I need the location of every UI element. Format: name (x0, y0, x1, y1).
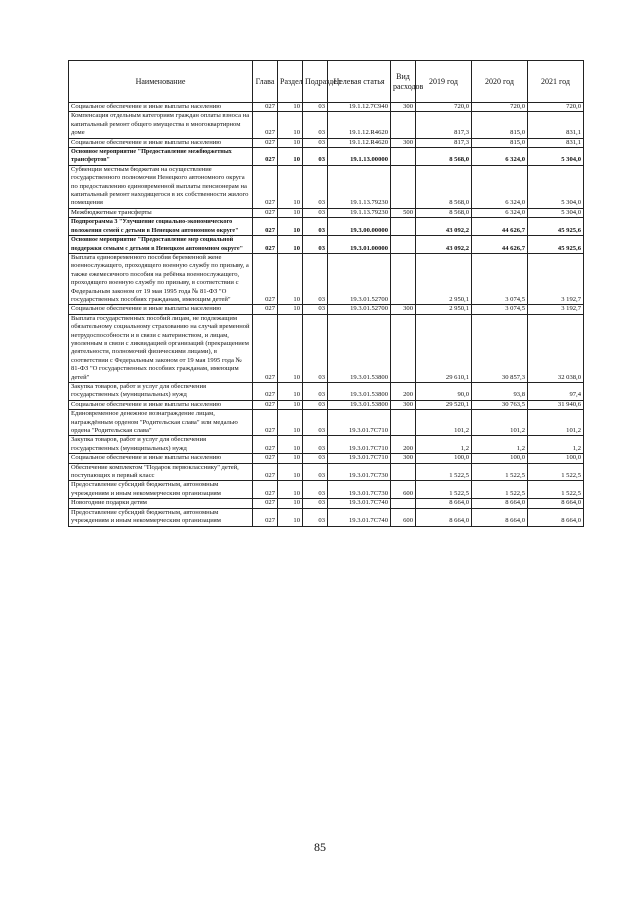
cell-name: Закупка товаров, работ и услуг для обеспечения государственных (муниципальных) нужд (69, 383, 253, 401)
cell-razdel: 10 (278, 454, 303, 463)
cell-y2020: 1,2 (472, 436, 528, 454)
cell-razdel: 10 (278, 400, 303, 409)
cell-y2021: 5 304,0 (528, 165, 584, 208)
cell-vid: 500 (391, 208, 416, 217)
cell-article: 19.3.01.7С740 (328, 508, 391, 526)
cell-podrazdel: 03 (303, 148, 328, 166)
cell-glava: 027 (253, 103, 278, 112)
cell-razdel: 10 (278, 314, 303, 382)
cell-y2020: 101,2 (472, 410, 528, 436)
cell-name: Социальное обеспечение и иные выплаты населению (69, 305, 253, 314)
cell-y2020: 44 626,7 (472, 218, 528, 236)
cell-glava: 027 (253, 208, 278, 217)
table-row (69, 454, 584, 463)
cell-y2020: 3 074,5 (472, 253, 528, 304)
cell-name: Компенсация отдельным категориям граждан оплаты взноса на капитальный ремонт общего имущества в многоквартирном доме (69, 112, 253, 138)
budget-table (68, 60, 584, 527)
cell-name: Подпрограмма 3 "Улучшение социально-экономического положения семей с детьми в Ненецком автономном округе" (69, 218, 253, 236)
cell-glava: 027 (253, 253, 278, 304)
table-row (69, 436, 584, 454)
cell-razdel: 10 (278, 305, 303, 314)
cell-podrazdel: 03 (303, 454, 328, 463)
cell-y2020: 30 763,5 (472, 400, 528, 409)
cell-name: Социальное обеспечение и иные выплаты населению (69, 103, 253, 112)
cell-glava: 027 (253, 236, 278, 254)
header-article: Целевая статья (328, 61, 391, 103)
cell-glava: 027 (253, 454, 278, 463)
cell-name: Новогодние подарки детям (69, 499, 253, 508)
cell-vid (391, 165, 416, 208)
header-name: Наименование (69, 61, 253, 103)
page-number: 85 (314, 840, 326, 854)
cell-y2021: 32 038,0 (528, 314, 584, 382)
cell-vid (391, 236, 416, 254)
table-row (69, 253, 584, 304)
cell-glava: 027 (253, 508, 278, 526)
cell-y2021: 5 304,0 (528, 148, 584, 166)
cell-podrazdel: 03 (303, 236, 328, 254)
header-razdel: Раздел (278, 61, 303, 103)
cell-podrazdel: 03 (303, 218, 328, 236)
cell-glava: 027 (253, 314, 278, 382)
cell-glava: 027 (253, 481, 278, 499)
cell-y2020: 8 664,0 (472, 499, 528, 508)
cell-article: 19.1.12.R4620 (328, 138, 391, 147)
cell-podrazdel: 03 (303, 305, 328, 314)
cell-y2021: 8 664,0 (528, 508, 584, 526)
cell-article: 19.3.01.7С710 (328, 410, 391, 436)
header-glava: Глава (253, 61, 278, 103)
cell-y2021: 1,2 (528, 436, 584, 454)
cell-y2020: 3 074,5 (472, 305, 528, 314)
cell-name: Выплата единовременного пособия беременной жене военнослужащего, проходящего военную службу по призыву, а также ежемесячного пособия на ребёнка военнослужащего, проходящего военную службу по призыву, в соответствии с Федеральным законом от 19 мая 1995 года № 81-ФЗ "О государственных пособиях гражданам, имеющим детей" (69, 253, 253, 304)
cell-y2020: 8 664,0 (472, 508, 528, 526)
cell-y2021: 720,0 (528, 103, 584, 112)
cell-article: 19.3.01.7С710 (328, 454, 391, 463)
cell-vid: 200 (391, 383, 416, 401)
table-row (69, 314, 584, 382)
cell-article: 19.3.01.7С710 (328, 436, 391, 454)
cell-article: 19.3.01.52700 (328, 305, 391, 314)
header-2019: 2019 год (416, 61, 472, 103)
cell-vid: 300 (391, 103, 416, 112)
table-row (69, 165, 584, 208)
cell-y2020: 6 324,0 (472, 148, 528, 166)
header-2021: 2021 год (528, 61, 584, 103)
cell-y2021: 45 925,6 (528, 218, 584, 236)
table-row (69, 463, 584, 481)
cell-y2019: 2 950,1 (416, 253, 472, 304)
cell-y2021: 45 925,6 (528, 236, 584, 254)
cell-podrazdel: 03 (303, 400, 328, 409)
table-row (69, 148, 584, 166)
cell-razdel: 10 (278, 481, 303, 499)
cell-article: 19.3.01.00000 (328, 236, 391, 254)
cell-razdel: 10 (278, 165, 303, 208)
table-row (69, 481, 584, 499)
cell-podrazdel: 03 (303, 436, 328, 454)
table-row (69, 410, 584, 436)
cell-razdel: 10 (278, 208, 303, 217)
cell-y2019: 29 520,1 (416, 400, 472, 409)
cell-vid (391, 253, 416, 304)
cell-article: 19.1.13.00000 (328, 148, 391, 166)
cell-y2020: 30 857,3 (472, 314, 528, 382)
table-body (69, 103, 584, 527)
cell-glava: 027 (253, 463, 278, 481)
cell-y2020: 100,0 (472, 454, 528, 463)
cell-y2020: 815,0 (472, 138, 528, 147)
cell-y2020: 44 626,7 (472, 236, 528, 254)
cell-glava: 027 (253, 400, 278, 409)
cell-podrazdel: 03 (303, 383, 328, 401)
table-row (69, 400, 584, 409)
cell-y2019: 817,3 (416, 138, 472, 147)
cell-name: Предоставление субсидий бюджетным, автономным учреждениям и иным некоммерческим организациям (69, 481, 253, 499)
cell-y2019: 101,2 (416, 410, 472, 436)
cell-podrazdel: 03 (303, 208, 328, 217)
table-row (69, 305, 584, 314)
cell-razdel: 10 (278, 236, 303, 254)
cell-podrazdel: 03 (303, 103, 328, 112)
cell-y2021: 5 304,0 (528, 208, 584, 217)
cell-y2021: 831,1 (528, 138, 584, 147)
cell-y2019: 817,3 (416, 112, 472, 138)
cell-name: Социальное обеспечение и иные выплаты населению (69, 138, 253, 147)
cell-razdel: 10 (278, 103, 303, 112)
cell-vid (391, 410, 416, 436)
table-row (69, 236, 584, 254)
table-row (69, 508, 584, 526)
cell-podrazdel: 03 (303, 165, 328, 208)
cell-vid: 600 (391, 481, 416, 499)
cell-vid: 600 (391, 508, 416, 526)
cell-y2019: 43 092,2 (416, 236, 472, 254)
cell-vid (391, 148, 416, 166)
cell-razdel: 10 (278, 436, 303, 454)
table-row (69, 103, 584, 112)
table-row (69, 208, 584, 217)
table-row (69, 383, 584, 401)
cell-glava: 027 (253, 165, 278, 208)
cell-name: Субвенции местным бюджетам на осуществление государственного полномочия Ненецкого автономного округа по предоставлению единовременной выплаты пенсионерам на капитальный ремонт находящегося в их собственности жилого помещения (69, 165, 253, 208)
cell-y2020: 815,0 (472, 112, 528, 138)
cell-podrazdel: 03 (303, 463, 328, 481)
header-podrazdel: Подраздел (303, 61, 328, 103)
cell-razdel: 10 (278, 112, 303, 138)
cell-vid: 300 (391, 138, 416, 147)
cell-glava: 027 (253, 383, 278, 401)
cell-article: 19.3.01.7С730 (328, 463, 391, 481)
cell-name: Предоставление субсидий бюджетным, автономным учреждениям и иным некоммерческим организациям (69, 508, 253, 526)
cell-glava: 027 (253, 138, 278, 147)
cell-razdel: 10 (278, 383, 303, 401)
cell-y2021: 100,0 (528, 454, 584, 463)
cell-y2019: 90,0 (416, 383, 472, 401)
cell-y2020: 6 324,0 (472, 208, 528, 217)
cell-article: 19.3.01.52700 (328, 253, 391, 304)
cell-y2020: 720,0 (472, 103, 528, 112)
table-header-row (69, 61, 584, 103)
cell-y2021: 8 664,0 (528, 499, 584, 508)
cell-vid: 300 (391, 400, 416, 409)
cell-y2021: 3 192,7 (528, 253, 584, 304)
cell-article: 19.3.00.00000 (328, 218, 391, 236)
header-vid: Вид расходов (391, 61, 416, 103)
cell-glava: 027 (253, 148, 278, 166)
cell-glava: 027 (253, 499, 278, 508)
table-row (69, 218, 584, 236)
cell-name: Основное мероприятие "Предоставление мер социальной поддержки семьям с детьми в Ненецком автономном округе" (69, 236, 253, 254)
cell-y2019: 1,2 (416, 436, 472, 454)
cell-glava: 027 (253, 410, 278, 436)
cell-name: Закупка товаров, работ и услуг для обеспечения государственных (муниципальных) нужд (69, 436, 253, 454)
cell-podrazdel: 03 (303, 138, 328, 147)
cell-name: Межбюджетные трансферты (69, 208, 253, 217)
cell-razdel: 10 (278, 463, 303, 481)
cell-podrazdel: 03 (303, 410, 328, 436)
cell-vid (391, 499, 416, 508)
table-row (69, 138, 584, 147)
cell-name: Выплата государственных пособий лицам, не подлежащим обязательному социальному страхованию на случай временной нетрудоспособности и в связи с материнством, и лицам, уволенным в связи с ликвидацией организаций (прекращением деятельности, полномочий физическими лицами), в соответствии с Федеральным законом от 19 мая 1995 года № 81-ФЗ "О государственных пособиях гражданам, имеющим детей" (69, 314, 253, 382)
cell-y2019: 1 522,5 (416, 463, 472, 481)
cell-glava: 027 (253, 305, 278, 314)
cell-y2019: 8 568,0 (416, 165, 472, 208)
cell-y2020: 6 324,0 (472, 165, 528, 208)
cell-razdel: 10 (278, 218, 303, 236)
cell-y2019: 720,0 (416, 103, 472, 112)
cell-article: 19.3.01.7С740 (328, 499, 391, 508)
cell-podrazdel: 03 (303, 508, 328, 526)
cell-vid: 300 (391, 305, 416, 314)
cell-article: 19.1.13.79230 (328, 165, 391, 208)
cell-y2021: 31 940,6 (528, 400, 584, 409)
cell-name: Социальное обеспечение и иные выплаты населению (69, 400, 253, 409)
cell-y2020: 93,8 (472, 383, 528, 401)
cell-article: 19.1.12.7С940 (328, 103, 391, 112)
cell-y2019: 8 568,0 (416, 148, 472, 166)
cell-podrazdel: 03 (303, 481, 328, 499)
cell-y2021: 1 522,5 (528, 463, 584, 481)
cell-podrazdel: 03 (303, 112, 328, 138)
cell-y2019: 2 950,1 (416, 305, 472, 314)
cell-vid (391, 218, 416, 236)
cell-vid: 300 (391, 454, 416, 463)
cell-glava: 027 (253, 218, 278, 236)
cell-y2021: 831,1 (528, 112, 584, 138)
header-2020: 2020 год (472, 61, 528, 103)
cell-name: Обеспечение комплектом "Подарок первокласснику" детей, поступающих в первый класс (69, 463, 253, 481)
cell-razdel: 10 (278, 253, 303, 304)
cell-y2019: 29 610,1 (416, 314, 472, 382)
cell-article: 19.3.01.7С730 (328, 481, 391, 499)
cell-name: Единовременное денежное вознаграждение лицам, награждённым орденом "Родительская слава" или медалью ордена "Родительская слава" (69, 410, 253, 436)
cell-y2021: 101,2 (528, 410, 584, 436)
cell-razdel: 10 (278, 138, 303, 147)
cell-vid (391, 112, 416, 138)
cell-article: 19.1.13.79230 (328, 208, 391, 217)
cell-vid (391, 314, 416, 382)
cell-glava: 027 (253, 436, 278, 454)
cell-article: 19.3.01.53800 (328, 383, 391, 401)
cell-podrazdel: 03 (303, 253, 328, 304)
cell-y2021: 1 522,5 (528, 481, 584, 499)
table-row (69, 499, 584, 508)
cell-name: Социальное обеспечение и иные выплаты населению (69, 454, 253, 463)
cell-y2019: 100,0 (416, 454, 472, 463)
cell-razdel: 10 (278, 499, 303, 508)
cell-y2020: 1 522,5 (472, 463, 528, 481)
cell-podrazdel: 03 (303, 314, 328, 382)
cell-y2019: 43 092,2 (416, 218, 472, 236)
cell-y2021: 97,4 (528, 383, 584, 401)
cell-y2019: 8 568,0 (416, 208, 472, 217)
cell-y2019: 1 522,5 (416, 481, 472, 499)
cell-razdel: 10 (278, 508, 303, 526)
cell-vid: 200 (391, 436, 416, 454)
cell-podrazdel: 03 (303, 499, 328, 508)
cell-name: Основное мероприятие "Предоставление межбюджетных трансфертов" (69, 148, 253, 166)
cell-article: 19.1.12.R4620 (328, 112, 391, 138)
cell-razdel: 10 (278, 148, 303, 166)
table-row (69, 112, 584, 138)
cell-y2019: 8 664,0 (416, 499, 472, 508)
cell-y2021: 3 192,7 (528, 305, 584, 314)
cell-glava: 027 (253, 112, 278, 138)
cell-y2020: 1 522,5 (472, 481, 528, 499)
cell-vid (391, 463, 416, 481)
cell-y2019: 8 664,0 (416, 508, 472, 526)
cell-article: 19.3.01.53800 (328, 400, 391, 409)
cell-razdel: 10 (278, 410, 303, 436)
cell-article: 19.3.01.53800 (328, 314, 391, 382)
